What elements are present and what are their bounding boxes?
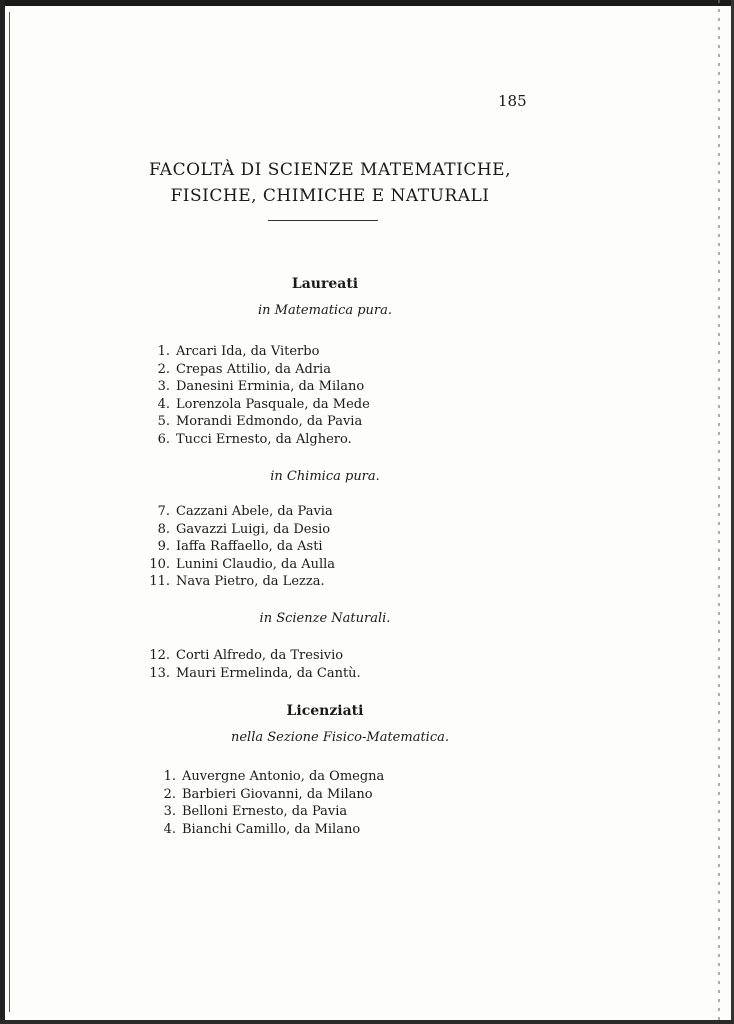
list-item (152, 786, 384, 804)
item-number: 10. (149, 556, 170, 572)
page-number: 185 (498, 92, 527, 110)
item-number: 5. (157, 414, 170, 430)
item-number: 2. (163, 786, 176, 802)
item-text: Gavazzi Luigi, da Desio (176, 521, 331, 537)
title-divider (268, 220, 378, 221)
list-item (146, 521, 335, 539)
item-text: Danesini Erminia, da Milano (176, 379, 365, 395)
list-item (146, 431, 370, 449)
item-number: 8. (157, 521, 170, 537)
section-heading-licenziati: Licenziati (286, 703, 364, 719)
item-number: 9. (157, 539, 170, 555)
item-text: Arcari Ida, da Viterbo (176, 344, 320, 359)
subsection-title: in Chimica pura. (270, 469, 380, 484)
page-title-line2: FISICHE, CHIMICHE E NATURALI (170, 186, 490, 206)
item-text: Bianchi Camillo, da Milano (182, 821, 361, 837)
list-item (146, 396, 370, 414)
item-number: 1. (163, 769, 176, 784)
item-number: 6. (157, 431, 170, 447)
item-number: 12. (149, 648, 170, 663)
item-text: Tucci Ernesto, da Alghero. (176, 431, 352, 447)
section-heading-laureati: Laureati (291, 276, 359, 292)
item-text: Crepas Attilio, da Adria (176, 361, 331, 377)
item-text: Mauri Ermelinda, da Cantù. (176, 665, 361, 681)
item-number: 11. (149, 574, 170, 590)
scan-edge-right-noise (718, 0, 720, 1024)
item-number: 1. (157, 344, 170, 359)
subsection-title: in Matematica pura. (257, 303, 393, 318)
list-item (146, 665, 361, 683)
item-number: 4. (163, 821, 176, 837)
item-text: Barbieri Giovanni, da Milano (182, 786, 373, 802)
graduate-list-chimica (146, 503, 335, 591)
item-text: Lorenzola Pasquale, da Mede (176, 396, 370, 412)
item-text: Morandi Edmondo, da Pavia (176, 414, 363, 430)
graduate-list-matematica (146, 343, 370, 449)
item-number: 7. (157, 504, 170, 519)
item-text: Auvergne Antonio, da Omegna (182, 769, 385, 784)
item-number: 4. (157, 396, 170, 412)
item-text: Belloni Ernesto, da Pavia (182, 804, 348, 820)
subsection-title: in Scienze Naturali. (259, 611, 391, 626)
scan-edge-bottom (0, 1020, 734, 1024)
item-text: Corti Alfredo, da Tresivio (176, 648, 344, 663)
item-number: 2. (157, 361, 170, 377)
subsection-title: nella Sezione Fisico-Matematica. (230, 730, 449, 745)
list-item (152, 803, 384, 821)
item-text: Nava Pietro, da Lezza. (176, 574, 325, 590)
list-item (146, 538, 335, 556)
scan-edge-left (0, 0, 5, 1024)
licentiate-list (152, 768, 384, 838)
page-title-line1: FACOLTÀ DI SCIENZE MATEMATICHE, (148, 160, 512, 180)
list-item (146, 503, 335, 521)
list-item (146, 361, 370, 379)
list-item (146, 647, 361, 665)
item-number: 13. (149, 665, 170, 681)
list-item (146, 413, 370, 431)
item-number: 3. (157, 379, 170, 395)
list-item (152, 821, 384, 839)
item-text: Cazzani Abele, da Pavia (176, 504, 333, 519)
item-text: Lunini Claudio, da Aulla (176, 556, 336, 572)
graduate-list-naturali (146, 647, 361, 682)
list-item (146, 378, 370, 396)
list-item (152, 768, 384, 786)
item-text: Iaffa Raffaello, da Asti (176, 539, 323, 555)
list-item (146, 573, 335, 591)
scan-edge-top (0, 0, 734, 6)
item-number: 3. (163, 804, 176, 820)
list-item (146, 556, 335, 574)
list-item (146, 343, 370, 361)
